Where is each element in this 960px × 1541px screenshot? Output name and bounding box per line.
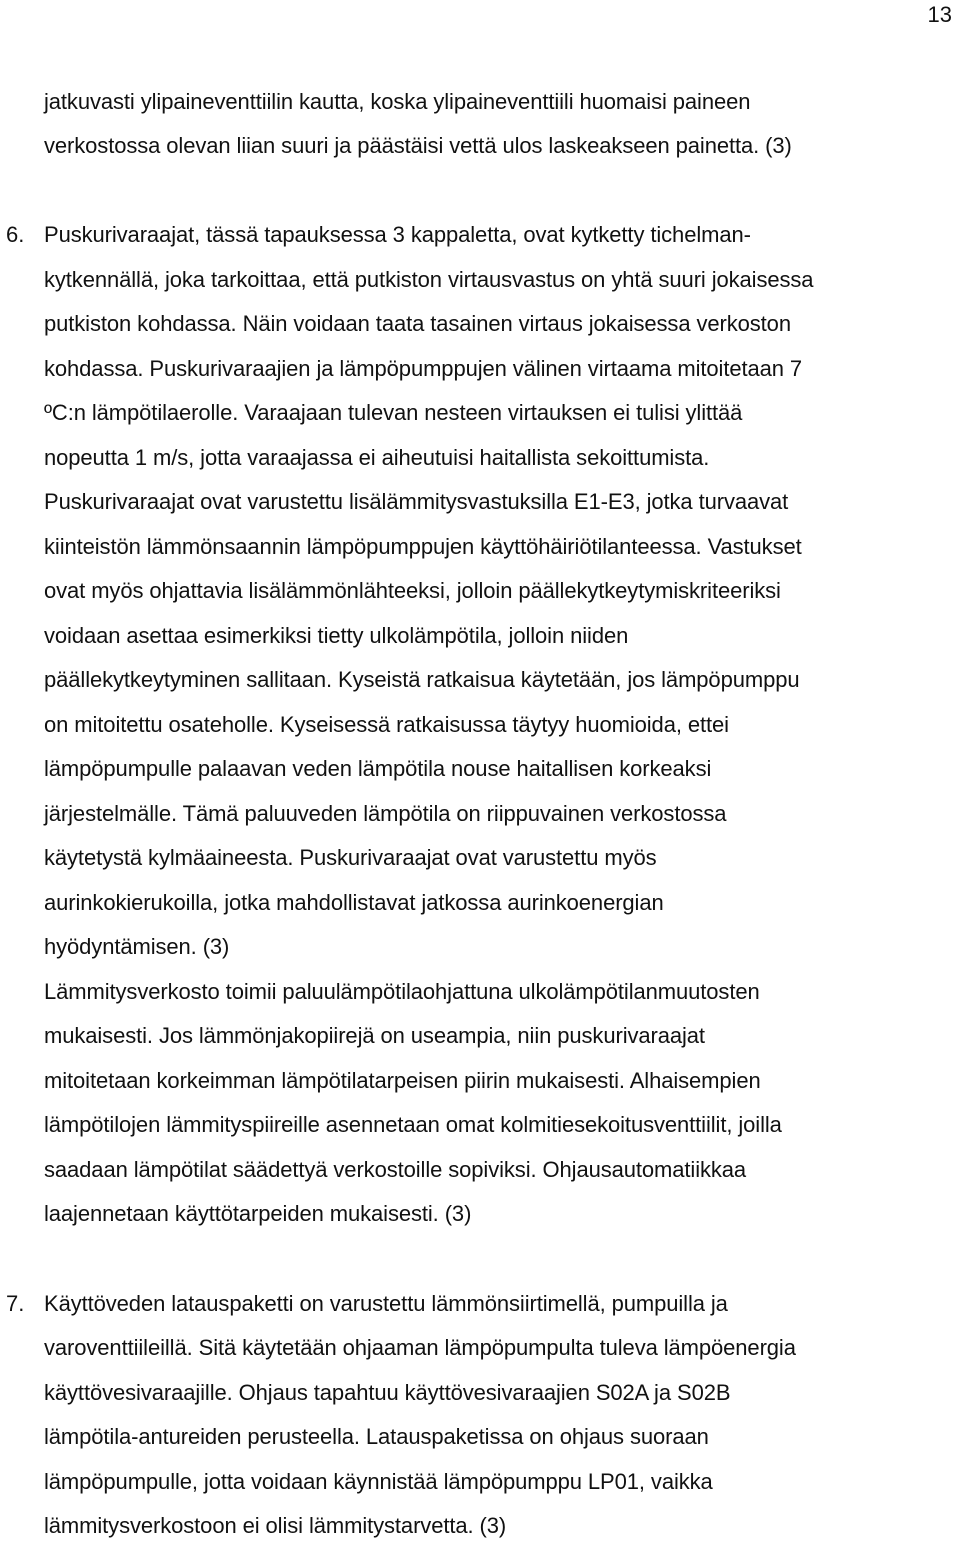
- text-line: Puskurivaraajat ovat varustettu lisälämmitysvastuksilla E1-E3, jotka turvaavat: [44, 489, 789, 514]
- text-line: lämpöpumpulle, jotta voidaan käynnistää lämpöpumppu LP01, vaikka: [44, 1469, 713, 1494]
- text-line: nopeutta 1 m/s, jotta varaajassa ei aiheutuisi haitallista sekoittumista.: [44, 445, 710, 470]
- text-line: kiinteistön lämmönsaannin lämpöpumppujen käyttöhäiriötilanteessa. Vastukset: [44, 534, 802, 559]
- text-line: ºC:n lämpötilaerolle. Varaajaan tulevan nesteen virtauksen ei tulisi ylittää: [44, 400, 743, 425]
- text-line: varoventtiileillä. Sitä käytetään ohjaaman lämpöpumpulta tuleva lämpöenergia: [44, 1335, 796, 1360]
- text-line: Käyttöveden latauspaketti on varustettu lämmönsiirtimellä, pumpuilla ja: [44, 1291, 728, 1316]
- text-line: mitoitetaan korkeimman lämpötilatarpeisen piirin mukaisesti. Alhaisempien: [44, 1068, 761, 1093]
- text-line: päällekytkeytyminen sallitaan. Kyseistä ratkaisua käytetään, jos lämpöpumppu: [44, 667, 800, 692]
- text-line: on mitoitettu osateholle. Kyseisessä ratkaisussa täytyy huomioida, ettei: [44, 712, 729, 737]
- text-line: käyttövesivaraajille. Ohjaus tapahtuu käyttövesivaraajien S02A ja S02B: [44, 1380, 731, 1405]
- text-line: lämpöpumpulle palaavan veden lämpötila nouse haitallisen korkeaksi: [44, 756, 712, 781]
- text-line: putkiston kohdassa. Näin voidaan taata tasainen virtaus jokaisessa verkoston: [44, 311, 791, 336]
- list-item-number: 7.: [6, 1291, 25, 1316]
- text-line: voidaan asettaa esimerkiksi tietty ulkolämpötila, jolloin niiden: [44, 623, 629, 648]
- text-line: lämmitysverkostoon ei olisi lämmitystarvetta. (3): [44, 1513, 507, 1538]
- text-line: saadaan lämpötilat säädettyä verkostoille sopiviksi. Ohjausautomatiikkaa: [44, 1157, 747, 1182]
- text-line: hyödyntämisen. (3): [44, 934, 230, 959]
- text-line: Lämmitysverkosto toimii paluulämpötilaohjattuna ulkolämpötilanmuutosten: [44, 979, 760, 1004]
- text-line: verkostossa olevan liian suuri ja päästäisi vettä ulos laskeakseen painetta. (3): [44, 133, 792, 158]
- text-line: lämpötilojen lämmityspiireille asennetaan omat kolmitiesekoitusventtiilit, joilla: [44, 1112, 782, 1137]
- text-line: jatkuvasti ylipaineventtiilin kautta, koska ylipaineventtiili huomaisi paineen: [44, 89, 751, 114]
- text-line: mukaisesti. Jos lämmönjakopiirejä on useampia, niin puskurivaraajat: [44, 1023, 705, 1048]
- text-line: kohdassa. Puskurivaraajien ja lämpöpumppujen välinen virtaama mitoitetaan 7: [44, 356, 803, 381]
- text-line: käytetystä kylmäaineesta. Puskurivaraajat ovat varustettu myös: [44, 845, 657, 870]
- text-line: lämpötila-antureiden perusteella. Latauspaketissa on ohjaus suoraan: [44, 1424, 709, 1449]
- page-number: 13: [927, 2, 952, 27]
- text-line: kytkennällä, joka tarkoittaa, että putkiston virtausvastus on yhtä suuri jokaisessa: [44, 267, 814, 292]
- text-line: järjestelmälle. Tämä paluuveden lämpötila on riippuvainen verkostossa: [44, 801, 727, 826]
- list-item-number: 6.: [6, 222, 25, 247]
- text-line: aurinkokierukoilla, jotka mahdollistavat jatkossa aurinkoenergian: [44, 890, 664, 915]
- text-line: Puskurivaraajat, tässä tapauksessa 3 kappaletta, ovat kytketty tichelman-: [44, 222, 751, 247]
- text-line: ovat myös ohjattavia lisälämmönlähteeksi, jolloin päällekytkeytymiskriteeriksi: [44, 578, 781, 603]
- text-line: laajennetaan käyttötarpeiden mukaisesti. (3): [44, 1201, 472, 1226]
